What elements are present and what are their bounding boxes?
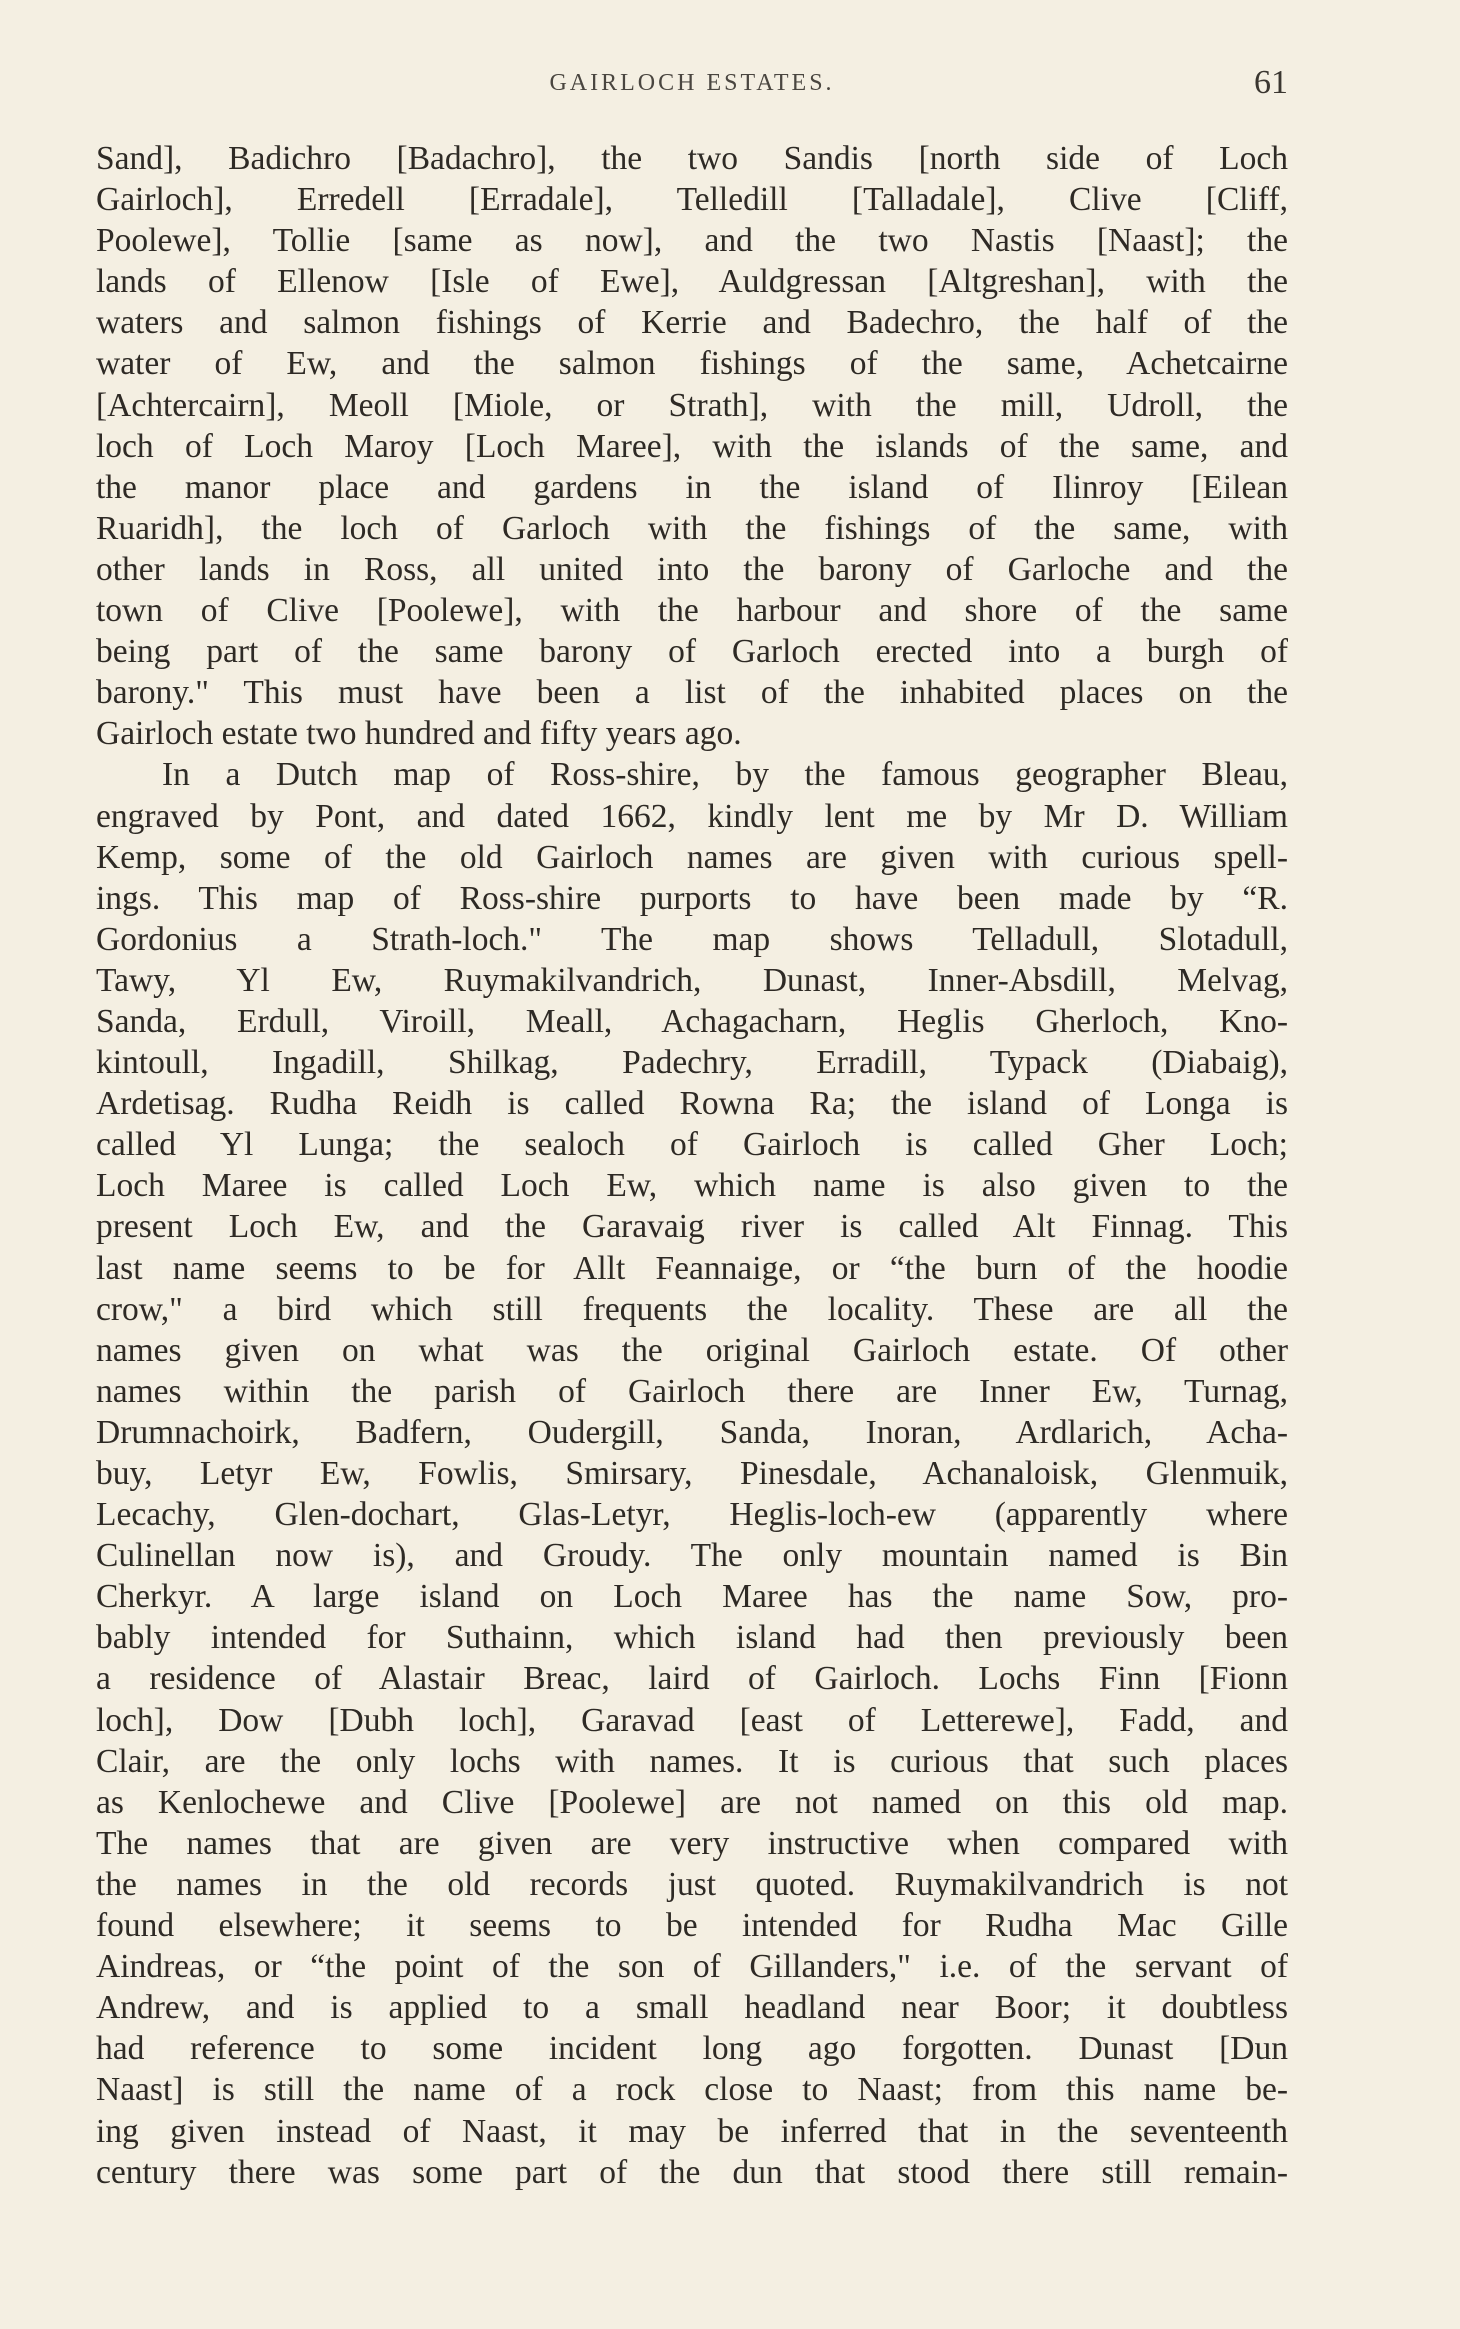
text-line: Andrew, and is applied to a small headland near Boor; it doubtless <box>96 1989 1288 2027</box>
text-line: Sanda, Erdull, Viroill, Meall, Achagacharn, Heglis Gherloch, Kno- <box>96 1002 1288 1040</box>
running-title: GAIRLOCH ESTATES. <box>549 70 835 96</box>
text-line: The names that are given are very instructive when compared with <box>96 1824 1288 1862</box>
text-line: other lands in Ross, all united into the barony of Garloche and the <box>96 550 1288 588</box>
text-line: bably intended for Suthainn, which island had then previously been <box>96 1619 1288 1657</box>
text-line: a residence of Alastair Breac, laird of Gairloch. Lochs Finn [Fionn <box>96 1660 1288 1698</box>
text-line: Loch Maree is called Loch Ew, which name is also given to the <box>96 1167 1288 1205</box>
text-line: waters and salmon fishings of Kerrie and Badechro, the half of the <box>96 304 1288 342</box>
text-line: buy, Letyr Ew, Fowlis, Smirsary, Pinesdale, Achanaloisk, Glenmuik, <box>96 1455 1288 1492</box>
text-line: Culinellan now is), and Groudy. The only mountain named is Bin <box>96 1537 1288 1575</box>
text-line: Kemp, some of the old Gairloch names are given with curious spell- <box>96 838 1288 876</box>
text-line: water of Ew, and the salmon fishings of the same, Achetcairne <box>96 345 1288 383</box>
text-line: as Kenlochewe and Clive [Poolewe] are not named on this old map. <box>96 1783 1288 1821</box>
text-line: Sand], Badichro [Badachro], the two Sandis [north side of Loch <box>96 140 1288 177</box>
text-line: found elsewhere; it seems to be intended for Rudha Mac Gille <box>96 1907 1288 1945</box>
paragraph-2 <box>96 754 1288 2192</box>
text-line: called Yl Lunga; the sealoch of Gairloch is called Gher Loch; <box>96 1126 1288 1164</box>
text-line: lands of Ellenow [Isle of Ewe], Auldgressan [Altgreshan], with the <box>96 263 1288 301</box>
text-line: had reference to some incident long ago forgotten. Dunast [Dun <box>96 2030 1288 2068</box>
text-line: Poolewe], Tollie [same as now], and the two Nastis [Naast]; the <box>96 222 1288 260</box>
text-line: Drumnachoirk, Badfern, Oudergill, Sanda, Inoran, Ardlarich, Acha- <box>96 1413 1288 1451</box>
text-line: barony." This must have been a list of the inhabited places on the <box>96 674 1288 712</box>
text-line: Gairloch estate two hundred and fifty years ago. <box>96 715 742 753</box>
text-line: names given on what was the original Gairloch estate. Of other <box>96 1331 1288 1369</box>
text-line: [Achtercairn], Meoll [Miole, or Strath], with the mill, Udroll, the <box>96 386 1288 424</box>
running-head <box>96 64 1288 104</box>
text-line: kintoull, Ingadill, Shilkag, Padechry, Erradill, Typack (Diabaig), <box>96 1044 1288 1082</box>
text-line: Gairloch], Erredell [Erradale], Telledill [Talladale], Clive [Cliff, <box>96 181 1288 219</box>
text-line: loch], Dow [Dubh loch], Garavad [east of Letterewe], Fadd, and <box>96 1701 1288 1739</box>
text-line: Gordonius a Strath-loch." The map shows Telladull, Slotadull, <box>96 920 1288 958</box>
text-line: town of Clive [Poolewe], with the harbour and shore of the same <box>96 592 1288 630</box>
text-line: the manor place and gardens in the island of Ilinroy [Eilean <box>96 468 1288 506</box>
text-line: Naast] is still the name of a rock close to Naast; from this name be- <box>96 2071 1288 2109</box>
paragraph-1 <box>96 138 1288 754</box>
text-line: loch of Loch Maroy [Loch Maree], with the islands of the same, and <box>96 427 1288 465</box>
text-line: Aindreas, or “the point of the son of Gillanders," i.e. of the servant of <box>96 1948 1288 1986</box>
text-line: Tawy, Yl Ew, Ruymakilvandrich, Dunast, Inner-Absdill, Melvag, <box>96 961 1288 999</box>
text-line: Cherkyr. A large island on Loch Maree has the name Sow, pro- <box>96 1578 1288 1616</box>
text-line: last name seems to be for Allt Feannaige, or “the burn of the hoodie <box>96 1249 1288 1287</box>
text-line: engraved by Pont, and dated 1662, kindly lent me by Mr D. William <box>96 797 1288 835</box>
body-text <box>96 138 1288 2193</box>
page-number: 61 <box>1254 64 1288 101</box>
text-line: In a Dutch map of Ross-shire, by the famous geographer Bleau, <box>162 756 1288 794</box>
text-line: the names in the old records just quoted. Ruymakilvandrich is not <box>96 1865 1288 1903</box>
text-line: Clair, are the only lochs with names. It is curious that such places <box>96 1742 1288 1780</box>
text-line: present Loch Ew, and the Garavaig river is called Alt Finnag. This <box>96 1208 1288 1246</box>
text-line: ings. This map of Ross-shire purports to have been made by “R. <box>96 879 1288 917</box>
text-line: ing given instead of Naast, it may be inferred that in the seventeenth <box>96 2112 1288 2150</box>
text-line: Ruaridh], the loch of Garloch with the fishings of the same, with <box>96 509 1288 547</box>
text-line: names within the parish of Gairloch there are Inner Ew, Turnag, <box>96 1372 1288 1410</box>
text-line: Lecachy, Glen-dochart, Glas-Letyr, Heglis-loch-ew (apparently where <box>96 1496 1288 1534</box>
text-line: crow," a bird which still frequents the locality. These are all the <box>96 1290 1288 1328</box>
text-line: being part of the same barony of Garloch erected into a burgh of <box>96 633 1288 671</box>
text-line: century there was some part of the dun that stood there still remain- <box>96 2153 1288 2191</box>
text-line: Ardetisag. Rudha Reidh is called Rowna Ra; the island of Longa is <box>96 1085 1288 1123</box>
